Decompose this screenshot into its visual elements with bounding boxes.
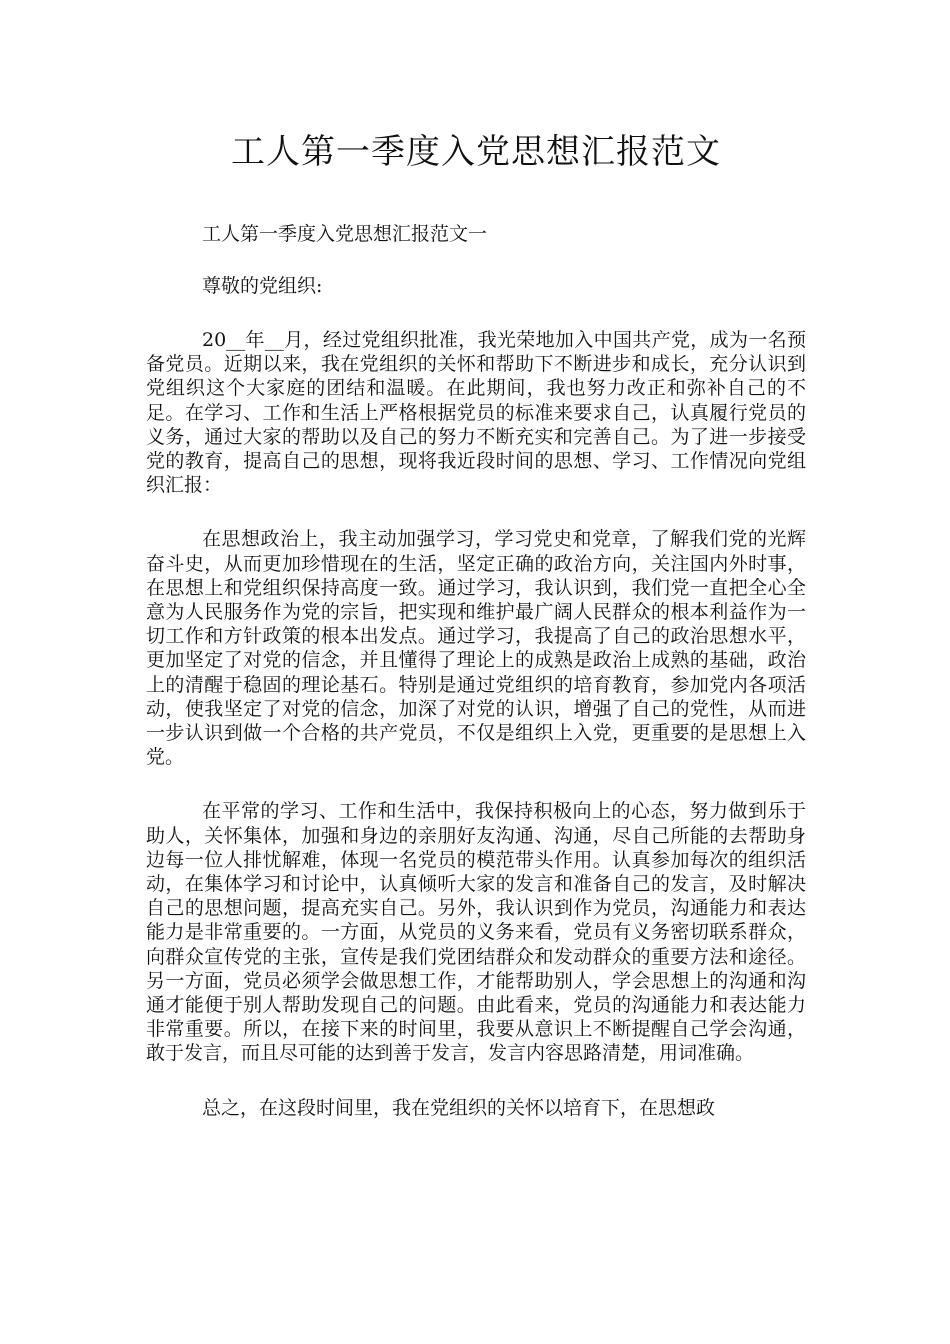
document-title: 工人第一季度入党思想汇报范文 <box>231 132 721 172</box>
body-paragraph-1: 20__年__月，经过党组织批准，我光荣地加入中国共产党，成为一名预备党员。近期以来，我在党组织的关怀和帮助下不断进步和成长，充分认识到党组织这个大家庭的团结和温暖。在此期间，我也努力改正和弥补自己的不足。在学习、工作和生活上严格根据党员的标准来要求自己，认真履行党员的义务，通过大家的帮助以及自己的努力不断充实和完善自己。为了进一步接受党的教育，提高自己的思想，现将我近段时间的思想、学习、工作情况向党组织汇报： <box>146 329 806 497</box>
salutation: 尊敬的党组织: <box>202 275 323 297</box>
body-paragraph-4: 总之，在这段时间里，我在党组织的关怀以培育下，在思想政 <box>202 1096 716 1119</box>
document-page <box>146 0 806 1120</box>
document-subtitle: 工人第一季度入党思想汇报范文一 <box>202 223 488 245</box>
body-paragraph-2: 在思想政治上，我主动加强学习，学习党史和党章，了解我们党的光辉奋斗史，从而更加珍惜现在的生活，坚定正确的政治方向，关注国内外时事，在思想上和党组织保持高度一致。通过学习，我认识到，我们党一直把全心全意为人民服务作为党的宗旨，把实现和维护最广阔人民群众的根本利益作为一切工作和方针政策的根本出发点。通过学习，我提高了自己的政治思想水平，更加坚定了对党的信念，并且懂得了理论上的成熟是政治上成熟的基础，政治上的清醒于稳固的理论基石。特别是通过党组织的培育教育，参加党内各项活动，使我坚定了对党的信念，加深了对党的认识，增强了自己的党性，从而进一步认识到做一个合格的共产党员，不仅是组织上入党，更重要的是思想上入党。 <box>146 528 806 769</box>
body-paragraph-3: 在平常的学习、工作和生活中，我保持积极向上的心态，努力做到乐于助人，关怀集体，加强和身边的亲朋好友沟通、沟通，尽自己所能的去帮助身边每一位人排忧解难，体现一名党员的模范带头作用。认真参加每次的组织活动，在集体学习和讨论中，认真倾听大家的发言和准备自己的发言，及时解决自己的思想问题，提高充实自己。另外，我认识到作为党员，沟通能力和表达能力是非常重要的。一方面，从党员的义务来看，党员有义务密切联系群众，向群众宣传党的主张，宣传是我们党团结群众和发动群众的重要方法和途径。另一方面，党员必须学会做思想工作，才能帮助别人，学会思想上的沟通和沟通才能便于别人帮助发现自己的问题。由此看来，党员的沟通能力和表达能力非常重要。所以，在接下来的时间里，我要从意识上不断提醒自己学会沟通，敢于发言，而且尽可能的达到善于发言，发言内容思路清楚，用词准确。 <box>146 800 806 1065</box>
